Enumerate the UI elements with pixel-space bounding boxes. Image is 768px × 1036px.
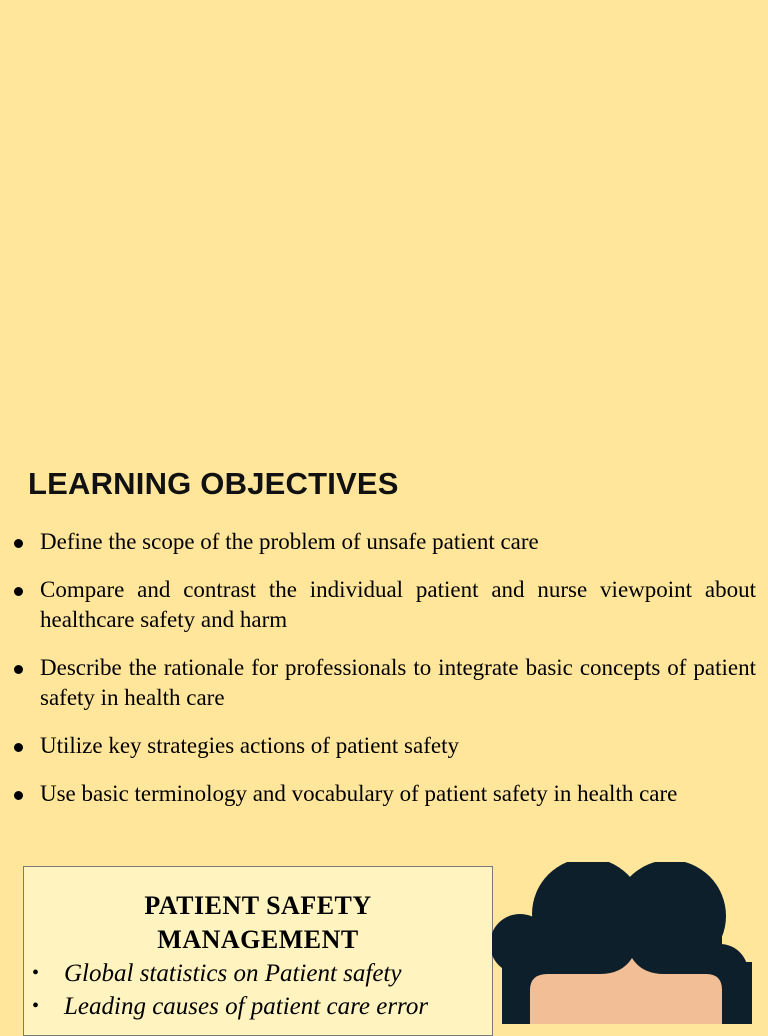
bullet-dot bbox=[14, 539, 23, 548]
objective-text: Use basic terminology and vocabulary of patient safety in health care bbox=[40, 781, 678, 806]
bullet-dot bbox=[14, 587, 23, 596]
person-illustration bbox=[492, 862, 768, 1024]
card-item-text: Global statistics on Patient safety bbox=[64, 960, 402, 987]
card-title bbox=[24, 867, 492, 957]
objective-item bbox=[0, 575, 768, 635]
card-bullet: • bbox=[32, 995, 40, 1017]
objective-text: Compare and contrast the individual patient and nurse viewpoint about healthcare safety and harm bbox=[40, 577, 756, 632]
objective-text: Utilize key strategies actions of patient safety bbox=[40, 733, 459, 758]
objective-text: Describe the rationale for professionals to integrate basic concepts of patient safety in health care bbox=[40, 655, 756, 710]
card-bullet: • bbox=[32, 962, 40, 984]
bullet-dot bbox=[14, 743, 23, 752]
card-title-line2: MANAGEMENT bbox=[157, 925, 359, 954]
card-item-text: Leading causes of patient care error bbox=[64, 993, 429, 1020]
objective-item bbox=[0, 527, 768, 557]
objective-item bbox=[0, 779, 768, 809]
objective-item bbox=[0, 653, 768, 713]
bullet-dot bbox=[14, 791, 23, 800]
patient-safety-card bbox=[23, 866, 493, 1036]
bullet-dot bbox=[14, 665, 23, 674]
objective-text: Define the scope of the problem of unsafe patient care bbox=[40, 529, 539, 554]
slide-heading: LEARNING OBJECTIVES bbox=[28, 466, 399, 501]
objective-item bbox=[0, 731, 768, 761]
card-list bbox=[24, 957, 492, 1023]
card-list-item bbox=[24, 990, 492, 1023]
objectives-list bbox=[0, 527, 768, 827]
card-title-line1: PATIENT SAFETY bbox=[144, 891, 372, 920]
card-list-item bbox=[24, 957, 492, 990]
